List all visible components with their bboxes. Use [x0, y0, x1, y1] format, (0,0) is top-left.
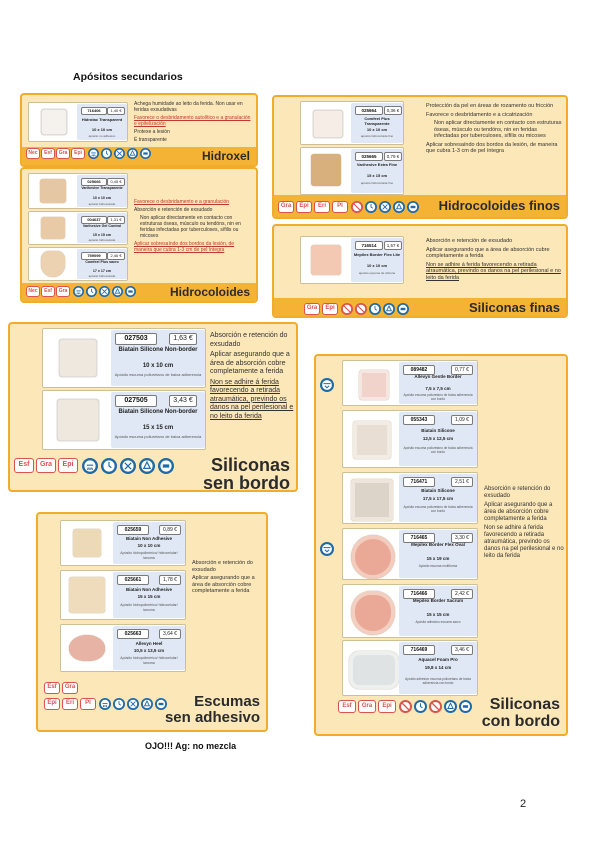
- page-title: Apósitos secundarios: [73, 71, 183, 83]
- product-card: [42, 390, 206, 450]
- product-price: 2,46 €: [107, 252, 125, 260]
- panel-title: Siliconas sen bordo: [202, 455, 290, 492]
- chip-gra: Gra: [56, 148, 70, 159]
- product-image: [351, 479, 393, 521]
- product-code: 716465: [403, 533, 435, 543]
- no-cut-icon: [429, 700, 442, 713]
- clock-icon: [113, 698, 125, 710]
- chip-gra: Gra: [278, 201, 294, 213]
- scissors-icon: [127, 698, 139, 710]
- chip-epi: Epi: [71, 148, 85, 159]
- product-price: 1,63 €: [169, 333, 197, 345]
- panel-siliconas-con-bordo: [314, 354, 568, 736]
- panel-title: Siliconas con bordo: [481, 696, 560, 730]
- bandage-icon: [140, 148, 151, 159]
- panel-description: Achega humidade ao leito da ferida. Non usar en feridas exsudativas Favorece o desbridamento autolítico e a granulación e epitelización Protexe a lesión É transparente: [134, 101, 251, 143]
- product-price: 0,89 €: [159, 525, 181, 535]
- product-desc: Apósito adhesivo escuma poliuretano de baixa adherencia con bordo: [405, 677, 471, 685]
- product-image: [311, 154, 341, 186]
- panel-description: Absorción e retención do exsudado Aplicar asegurando que a área de absorción cobre completamente a ferida Non se adhire á ferida favorecendo a retirada atraumática, previndo os danos na pel perilesional e no leito da ferida: [210, 332, 294, 420]
- product-card: [342, 410, 478, 468]
- product-price: 3,46 €: [451, 645, 473, 655]
- product-desc: Apósito escuma poliuretano de baixa adherencia con bordo: [403, 505, 473, 513]
- product-code: 025661: [117, 575, 149, 585]
- product-price: 0,45 €: [107, 178, 125, 186]
- product-card: [60, 570, 186, 620]
- page-number: 2: [520, 798, 527, 810]
- product-code: 055343: [403, 415, 435, 425]
- shower-icon: [88, 148, 99, 159]
- recycle-icon: [444, 700, 457, 713]
- product-desc: apósito espuma de silicona: [358, 271, 396, 275]
- scissors-icon: [120, 458, 136, 474]
- product-code: 027503: [115, 333, 157, 345]
- product-name: Hidrotac Transparent: [81, 117, 123, 122]
- clock-icon: [86, 286, 97, 297]
- product-name: Varihesive Gel Control: [82, 224, 122, 228]
- product-desc: Apósito escuma poliuretano de baixa adherencia: [114, 434, 202, 439]
- product-code: 027505: [115, 395, 157, 407]
- product-desc: Apósito hidropolimérico/ hidrocelular/ lanoma: [120, 656, 178, 665]
- product-image: [313, 110, 343, 138]
- product-code: 025666: [81, 178, 107, 186]
- product-code: 089482: [403, 365, 435, 375]
- chip-epi: Epi: [58, 458, 78, 473]
- chip-pl: Pl: [332, 201, 348, 213]
- no-infection-icon: [399, 700, 412, 713]
- chip-eri: Eri: [314, 201, 330, 213]
- recycle-icon: [393, 201, 405, 213]
- product-desc: Apósito escuma poliuretano de baixa adherencia con bordo: [403, 393, 473, 401]
- product-name: Mepilex Border Flex Oval: [411, 542, 465, 547]
- product-image: [69, 635, 105, 661]
- product-image: [311, 245, 341, 275]
- scissors-icon: [379, 201, 391, 213]
- chip-epi: Epi: [296, 201, 312, 213]
- bandage-icon: [397, 303, 409, 315]
- product-desc: apósito hidrocoloide fino: [360, 181, 394, 185]
- chip-pl: Pl: [80, 698, 96, 710]
- product-card: [28, 173, 128, 209]
- clock-icon: [101, 458, 117, 474]
- chip-esf: Esf: [338, 700, 356, 713]
- chip-gra: Gra: [62, 682, 78, 694]
- product-size: 15 x 19 cm: [426, 556, 450, 561]
- chip-gra: Gra: [56, 286, 70, 297]
- product-size: 12,5 x 12,5 cm: [422, 436, 454, 441]
- product-size: 15 x 15 cm: [426, 612, 450, 617]
- product-name: Biatain Silicone Non-border: [118, 409, 198, 415]
- product-code: 004637: [81, 216, 107, 224]
- panel-hidroxel: [20, 93, 258, 167]
- product-price: 0,36 €: [384, 106, 402, 115]
- product-name: Biatain Silicone: [421, 428, 455, 433]
- product-price: 3,30 €: [451, 533, 473, 543]
- product-name: Allevyn Gentle Border: [414, 374, 462, 379]
- product-card: [60, 520, 186, 566]
- product-image: [349, 651, 399, 689]
- product-size: 15 x 15 cm: [137, 594, 161, 599]
- no-infection-icon: [341, 303, 353, 315]
- clock-icon: [365, 201, 377, 213]
- product-image: [57, 399, 99, 441]
- bandage-icon: [125, 286, 136, 297]
- chip-esf: Esf: [14, 458, 34, 473]
- panel-title: Hidroxel: [201, 149, 250, 163]
- product-size: 17 x 17 cm: [92, 269, 112, 273]
- product-size: 10 x 10 cm: [92, 196, 112, 200]
- product-code: 025663: [117, 629, 149, 639]
- product-price: 0,79 €: [384, 152, 402, 161]
- product-name: Biatain Silicone Non-border: [118, 347, 198, 353]
- chip-nec: Nec: [26, 148, 40, 159]
- product-desc: apósito hidrocoloide: [88, 238, 116, 242]
- panel-escumas-sen-adhesivo: [36, 512, 268, 732]
- product-image: [41, 217, 65, 239]
- shower-icon: [82, 458, 98, 474]
- scissors-icon: [114, 148, 125, 159]
- product-name: Comfeel Plus sacro: [85, 260, 119, 264]
- product-size: 15 x 15 cm: [366, 173, 388, 178]
- product-name: Allevyn Heel: [135, 641, 163, 646]
- product-size: 19,8 x 14 cm: [424, 665, 452, 670]
- product-card: [42, 328, 206, 388]
- recycle-icon: [112, 286, 123, 297]
- product-image: [359, 370, 389, 400]
- scissors-icon: [99, 286, 110, 297]
- product-image: [40, 179, 66, 203]
- panel-description: Favorece o desbridamento e a granulación Absorción e retención de exsudado Non aplicar directamente en contacto con estruturas óseas, músculo ou tendóns, nin en feridas infectadas por tuberculoses, sífilis ou micoses Aplicar sobresaíndo dos bordos da lesión, de maneira que cubra 1-3 cm de pel íntegra: [134, 199, 241, 253]
- panel-hidrocoloides-finos: [272, 95, 568, 219]
- panel-description: Absorción e retención do exsudado Aplicar asegurando que a área de absorción cobre completamente a ferida: [192, 560, 255, 594]
- chip-esf: Esf: [41, 148, 55, 159]
- panel-description: Absorción e retención do exsudado Aplicar asegurando que a área de absorción cobre completamente a ferida Non se adhire á ferida favorecendo a retirada atraumática, previndo os danos na pel perilesional e no leito da ferida: [484, 486, 564, 559]
- product-card: [342, 528, 478, 580]
- shower-icon: [99, 698, 111, 710]
- product-code: 025659: [117, 525, 149, 535]
- product-desc: apósito hidrocoloide: [88, 202, 116, 206]
- product-size: 15 x 15 cm: [142, 425, 174, 431]
- recycle-icon: [139, 458, 155, 474]
- product-price: 2,51 €: [451, 477, 473, 487]
- product-card: [28, 211, 128, 245]
- product-card: [342, 640, 478, 696]
- product-code: 025664: [355, 106, 383, 115]
- product-price: 1,40 €: [107, 107, 125, 115]
- panel-title: Escumas sen adhesivo: [164, 693, 260, 726]
- panel-title: Siliconas finas: [468, 300, 560, 315]
- product-desc: Apósito adhesivo escuma sacro: [415, 620, 461, 624]
- chip-esf: Esf: [41, 286, 55, 297]
- chip-nec: Nec: [26, 286, 40, 297]
- product-desc: Apósito escuma poliuretano de baixa adherencia con bordo: [403, 446, 473, 454]
- clock-icon: [369, 303, 381, 315]
- product-card: [60, 624, 186, 672]
- bandage-icon: [407, 201, 419, 213]
- bandage-icon: [459, 700, 472, 713]
- product-price: 1,09 €: [451, 415, 473, 425]
- product-card: [28, 102, 128, 142]
- cut-to-size-icon: [320, 542, 334, 556]
- product-name: Biatain Silicone: [421, 488, 455, 493]
- product-card: [300, 236, 404, 284]
- panel-title: Hidrocoloides: [169, 285, 250, 299]
- product-card: [28, 247, 128, 281]
- product-price: 2,42 €: [451, 589, 473, 599]
- chip-esf: Esf: [44, 682, 60, 694]
- product-desc: Apósito hidropolimérico/ hidrocelular/ lanoma: [120, 551, 178, 560]
- chip-gra: Gra: [358, 700, 376, 713]
- chip-epi: Epi: [378, 700, 396, 713]
- panel-description: Protección da pel en áreas de rozamento ou fricción Favorece o desbridamento e a cicatrización Non aplicar directamente en contacto con estruturas óseas, músculo ou tendóns, nin en feridas infectadas por tuberculoses, sífilis ou micoses Aplicar sobresaíndo dos bordos da lesión, de maneira que cubra 1-3 cm de pel íntegra: [426, 103, 562, 154]
- product-card: [300, 147, 404, 195]
- panel-siliconas-finas: [272, 224, 568, 318]
- chip-eri: Eri: [62, 698, 78, 710]
- recycle-icon: [127, 148, 138, 159]
- shower-icon: [73, 286, 84, 297]
- product-image: [41, 109, 67, 135]
- chip-gra: Gra: [304, 303, 320, 315]
- product-card: [342, 584, 478, 638]
- product-name: Mepilex Border Flex Lite: [353, 252, 401, 257]
- product-name: Biatain Non Adhesive: [125, 587, 173, 592]
- product-desc: Apósito escuma poliuretano de baixa adherencia: [114, 372, 202, 377]
- warning-note: OJO!!! Ag: no mezcla: [145, 741, 237, 751]
- clock-icon: [414, 700, 427, 713]
- product-code: 759099: [81, 252, 107, 260]
- product-size: 10 x 10 cm: [137, 543, 161, 548]
- product-image: [73, 529, 101, 557]
- product-code: 025665: [355, 152, 383, 161]
- panel-title: Hidrocoloides finos: [438, 198, 560, 213]
- product-image: [59, 339, 97, 377]
- chip-epi: Epi: [44, 698, 60, 710]
- product-image: [351, 535, 395, 579]
- recycle-icon: [141, 698, 153, 710]
- product-code: 716514: [355, 241, 383, 250]
- no-cut-icon: [355, 303, 367, 315]
- product-size: 7,5 x 7,5 cm: [425, 386, 451, 391]
- product-size: 10 x 10 cm: [142, 363, 174, 369]
- product-desc: apósito hidrocoloide fino: [360, 134, 394, 138]
- product-price: 3,64 €: [159, 629, 181, 639]
- panel-hidrocoloides: [20, 167, 258, 303]
- chip-epi: Epi: [322, 303, 338, 315]
- product-name: Mepilex Border Sacrum: [412, 598, 464, 603]
- product-price: 1,78 €: [159, 575, 181, 585]
- product-price: 0,77 €: [451, 365, 473, 375]
- product-card: [342, 472, 478, 524]
- product-name: Comfeel Plus Transparente: [364, 116, 390, 126]
- no-infection-icon: [351, 201, 363, 213]
- panel-description: Absorción e retención de exsudado Aplicar asegurando que a área de absorción cubre completamente a ferida Non se adhire á ferida favorecendo a retirada atraumática, previndo os danos na pel perilesional e no leito da ferida: [426, 238, 561, 281]
- product-size: 10 x 10 cm: [366, 127, 388, 132]
- cut-to-size-icon: [320, 378, 334, 392]
- product-size: 10 x 10 cm: [366, 263, 388, 268]
- product-image: [41, 251, 65, 277]
- product-size: 17,5 x 17,5 cm: [422, 496, 454, 501]
- product-price: 3,43 €: [169, 395, 197, 407]
- product-code: 716406: [81, 107, 107, 115]
- product-size: 10 x 10 cm: [91, 127, 113, 132]
- product-name: Varihesive Extra Fine: [356, 162, 398, 167]
- product-image: [353, 421, 391, 459]
- bandage-icon: [158, 458, 174, 474]
- product-price: 1,31 €: [107, 216, 125, 224]
- product-desc: Apósito hidropolimérico/ hidrocelular/ lanoma: [120, 603, 178, 612]
- product-size: 10,5 x 13,5 cm: [133, 648, 165, 653]
- product-card: [300, 101, 404, 145]
- product-image: [351, 591, 395, 635]
- product-name: Aquacel Foam Pro: [418, 657, 458, 662]
- product-image: [69, 577, 105, 613]
- product-size: 15 x 15 cm: [92, 233, 112, 237]
- product-name: Varihesive Transparente: [81, 186, 123, 190]
- product-desc: apósito hidrocoloide: [88, 274, 116, 278]
- product-code: 716469: [403, 645, 435, 655]
- product-desc: Apósito escuma multiforma: [418, 564, 458, 568]
- product-code: 716466: [403, 589, 435, 599]
- recycle-icon: [383, 303, 395, 315]
- product-desc: apósito no adhesivo: [88, 134, 116, 138]
- product-price: 1,57 €: [384, 241, 402, 250]
- clock-icon: [101, 148, 112, 159]
- panel-siliconas-sen-bordo: [8, 322, 298, 492]
- product-card: [342, 360, 478, 406]
- chip-gra: Gra: [36, 458, 56, 473]
- product-code: 716471: [403, 477, 435, 487]
- product-name: Biatain Non Adhesive: [125, 536, 173, 541]
